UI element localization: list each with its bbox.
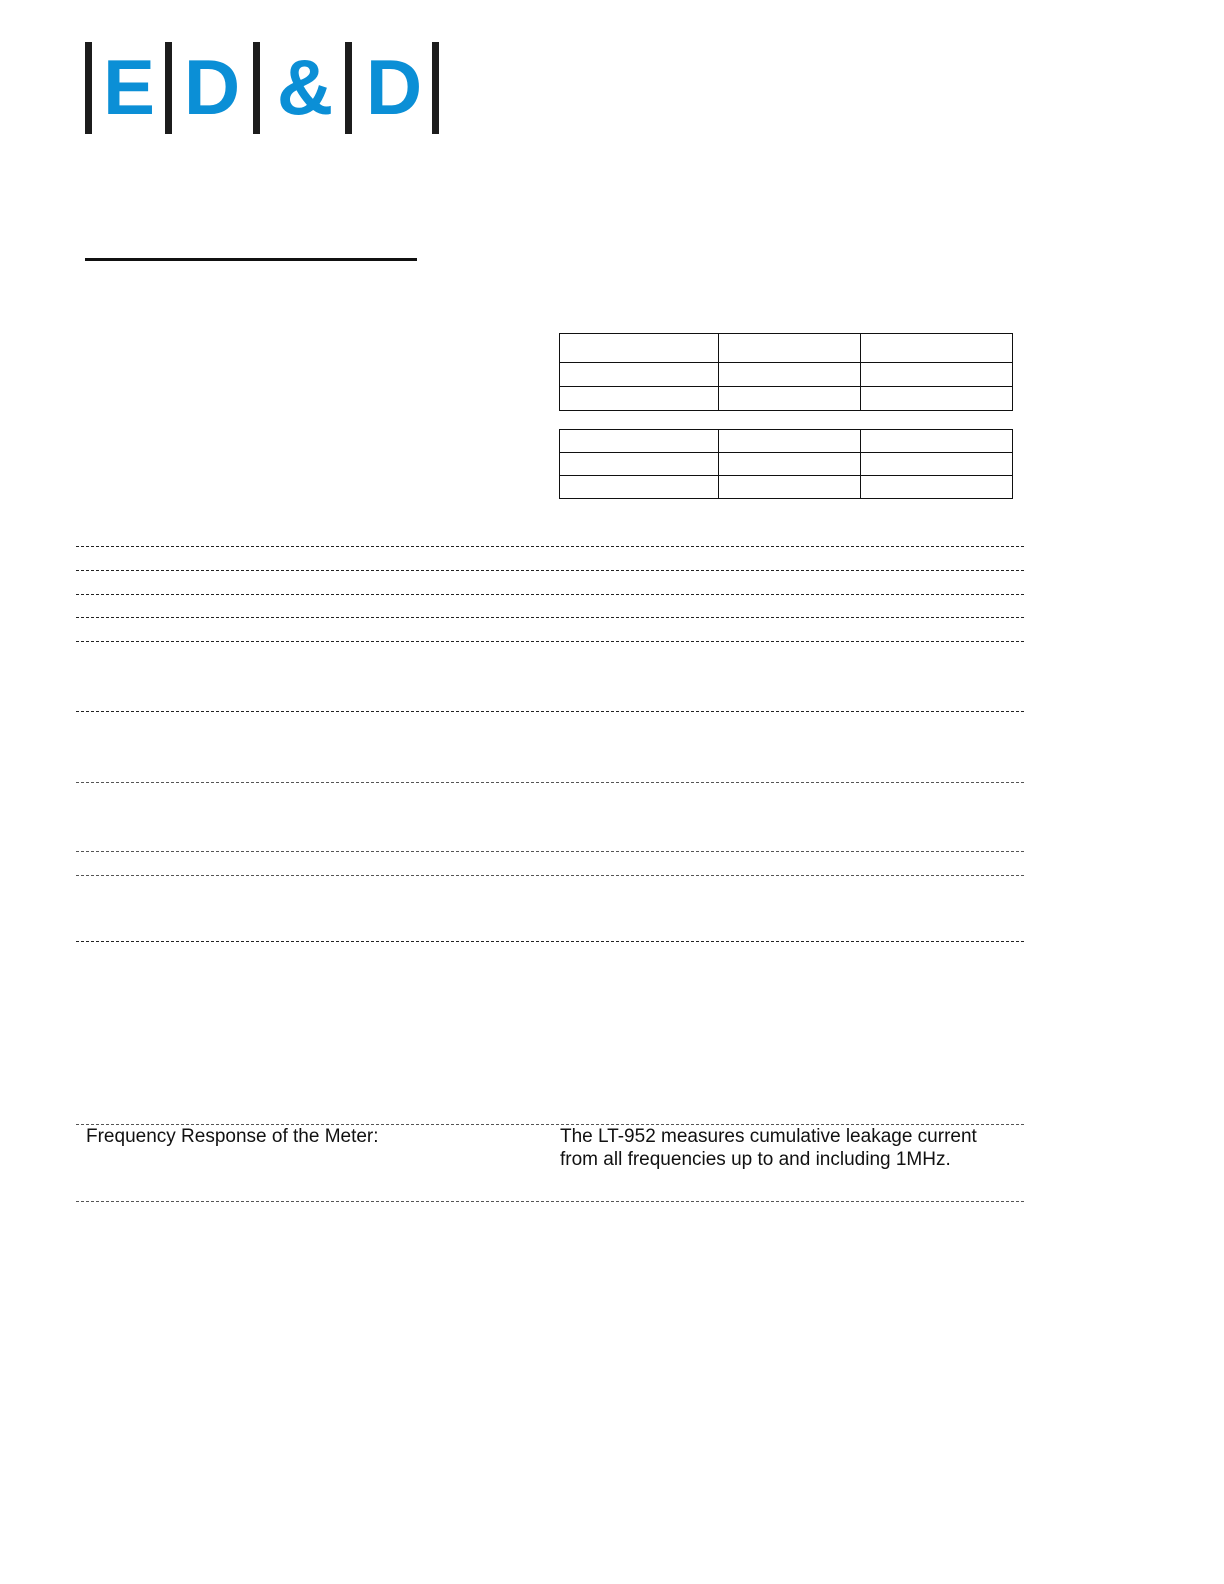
table-cell <box>560 476 719 499</box>
logo-divider-bar <box>253 42 260 134</box>
dotted-separator <box>76 782 1024 783</box>
table-cell <box>861 453 1013 476</box>
logo-letter-d: D <box>183 43 241 131</box>
table-cell <box>560 430 719 453</box>
table-cell <box>560 363 719 387</box>
logo-divider-bar <box>85 42 92 134</box>
spec-table-upper <box>559 333 1013 411</box>
table-row <box>560 453 1013 476</box>
table-cell <box>719 476 861 499</box>
table-cell <box>560 387 719 411</box>
table-row <box>560 476 1013 499</box>
company-logo <box>85 42 445 136</box>
table-cell <box>719 363 861 387</box>
dotted-separator <box>76 711 1024 712</box>
table-cell <box>719 453 861 476</box>
dotted-separator <box>76 617 1024 618</box>
table-row <box>560 363 1013 387</box>
table-cell <box>719 430 861 453</box>
table-row <box>560 387 1013 411</box>
spec-table-lower <box>559 429 1013 499</box>
title-underline <box>85 258 417 261</box>
table-cell <box>861 334 1013 363</box>
dotted-separator <box>76 941 1024 942</box>
dotted-separator <box>76 594 1024 595</box>
dotted-separator <box>76 570 1024 571</box>
dotted-separator <box>76 1201 1024 1202</box>
logo-letter-d: D <box>365 43 423 131</box>
table-row <box>560 430 1013 453</box>
table-cell <box>861 430 1013 453</box>
logo-letter-e: E <box>102 43 156 131</box>
table-cell <box>560 453 719 476</box>
dotted-separator <box>76 851 1024 852</box>
logo-divider-bar <box>432 42 439 134</box>
logo-ampersand: & <box>276 43 334 131</box>
table-cell <box>719 387 861 411</box>
logo-divider-bar <box>345 42 352 134</box>
table-cell <box>861 363 1013 387</box>
table-cell <box>560 334 719 363</box>
spec-label: Frequency Response of the Meter: <box>86 1126 379 1147</box>
table-cell <box>861 387 1013 411</box>
dotted-separator <box>76 641 1024 642</box>
table-row <box>560 334 1013 363</box>
dotted-separator <box>76 546 1024 547</box>
spec-value: The LT-952 measures cumulative leakage current from all frequencies up to and including 1MHz. <box>560 1126 977 1170</box>
logo-divider-bar <box>165 42 172 134</box>
dotted-separator <box>76 875 1024 876</box>
table-cell <box>719 334 861 363</box>
table-cell <box>861 476 1013 499</box>
